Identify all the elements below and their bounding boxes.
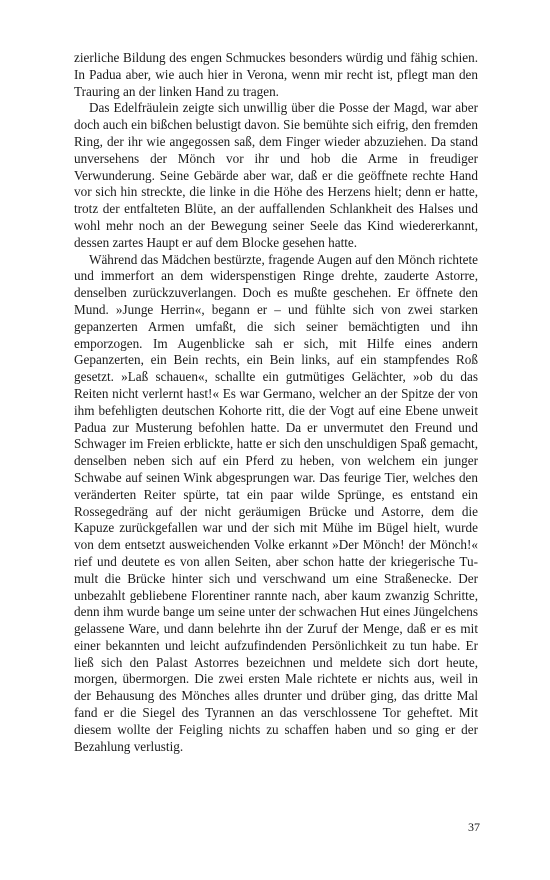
paragraph-continued: zierliche Bildung des engen Schmuckes besonders würdig und fähig schien. In Padua aber, wie auch hier in Verona, wenn mir recht ist, pflegt man den Trauring an der linken Hand zu tragen. (74, 50, 478, 99)
page-number: 37 (468, 820, 480, 834)
body-text (74, 50, 478, 755)
paragraph-edelfraeulein: Das Edelfräulein zeigte sich unwillig über die Posse der Magd, war aber doch auch ein bißchen belustigt davon. Sie bemühte sich eifrig, den fremden Ring, der ihr wie angegossen saß, dem Finger wieder abzuziehen. Da stand unversehens der Mönch vor ihr und hob die Arme in freudiger Verwunderung. Seine Gebärde aber war, daß er die geöffnete rechte Hand vor sich hin streckte, die linke in die Höhe des Herzens hielt; denn er hatte, trotz der entfalteten Blüte, an der auffallenden Schlankheit des Halses und wohl mehr noch an der Bewegung seiner Seele das Kind wiedererkannt, dessen zartes Haupt er auf dem Blocke gesehen hatte. (74, 100, 478, 250)
paragraph-waehrend: Während das Mädchen bestürzte, fragende Augen auf den Mönch richtete und immerfort an dem widerspenstigen Ringe drehte, zauderte Astorre, denselben zurückzuverlangen. Doch es mußte geschehen. Er öffnete den Mund. »Junge Herrin«, begann er – und fühlte sich von zwei starken gepanzerten Armen umfaßt, die sich seiner bemächtigten und ihn emporzogen. Im Augenblicke sah er sich, mit Hilfe eines andern Gepanzerten, ein Bein rechts, ein Bein links, auf ein stampfendes Roß gesetzt. »Laß schauen«, schallte ein gutmütiges Gelächter, »ob du das Reiten nicht verlernt hast!« Es war Germano, welcher an der Spitze der von ihm befehligten deutschen Kohorte ritt, die der Vogt auf eine Ebene unweit Padua zur Musterung befohlen hatte. Da er unvermutet den Freund und Schwager im Freien erblickte, hatte er sich den unschuldigen Spaß gemacht, denselben neben sich auf ein Pferd zu heben, von welchem ein junger Schwabe auf seinen Wink abgesprungen war. Das feurige Tier, welches den veränderten Reiter spürte, tat ein paar wilde Sprünge, es entstand ein Rossegedräng auf der nicht geräumigen Brücke und Astorre, dem die Kapuze zurückgefallen war und der sich mit Mühe im Bügel hielt, wurde von dem entsetzt ausweichenden Volke erkannt »Der Mönch! der Mönch!« rief und deutete es von allen Seiten, aber schon hatte der kriegerische Tumult die Brücke hinter sich und verschwand um eine Straßenecke. Der unbezahlt gebliebene Florentiner rannte nach, aber kaum zwanzig Schritte, denn ihm wurde bange um seine unter der schwachen Hut eines Jüngelchens gelassene Ware, und dann belehrte ihn der Zuruf der Menge, daß er es mit einer bekannten und leicht aufzufindenden Persönlichkeit zu tun habe. Er ließ sich den Palast Astorres bezeichnen und meldete sich dort heute, morgen, übermorgen. Die zwei ersten Male richtete er nichts aus, weil in der Behausung des Mönches alles drunter und drüber ging, das dritte Mal fand er die Siegel des Tyrannen an das verschlossene Tor geheftet. Mit diesem wollte der Feigling nichts zu schaffen haben und so ging er der Bezahlung verlustig. (74, 251, 478, 754)
